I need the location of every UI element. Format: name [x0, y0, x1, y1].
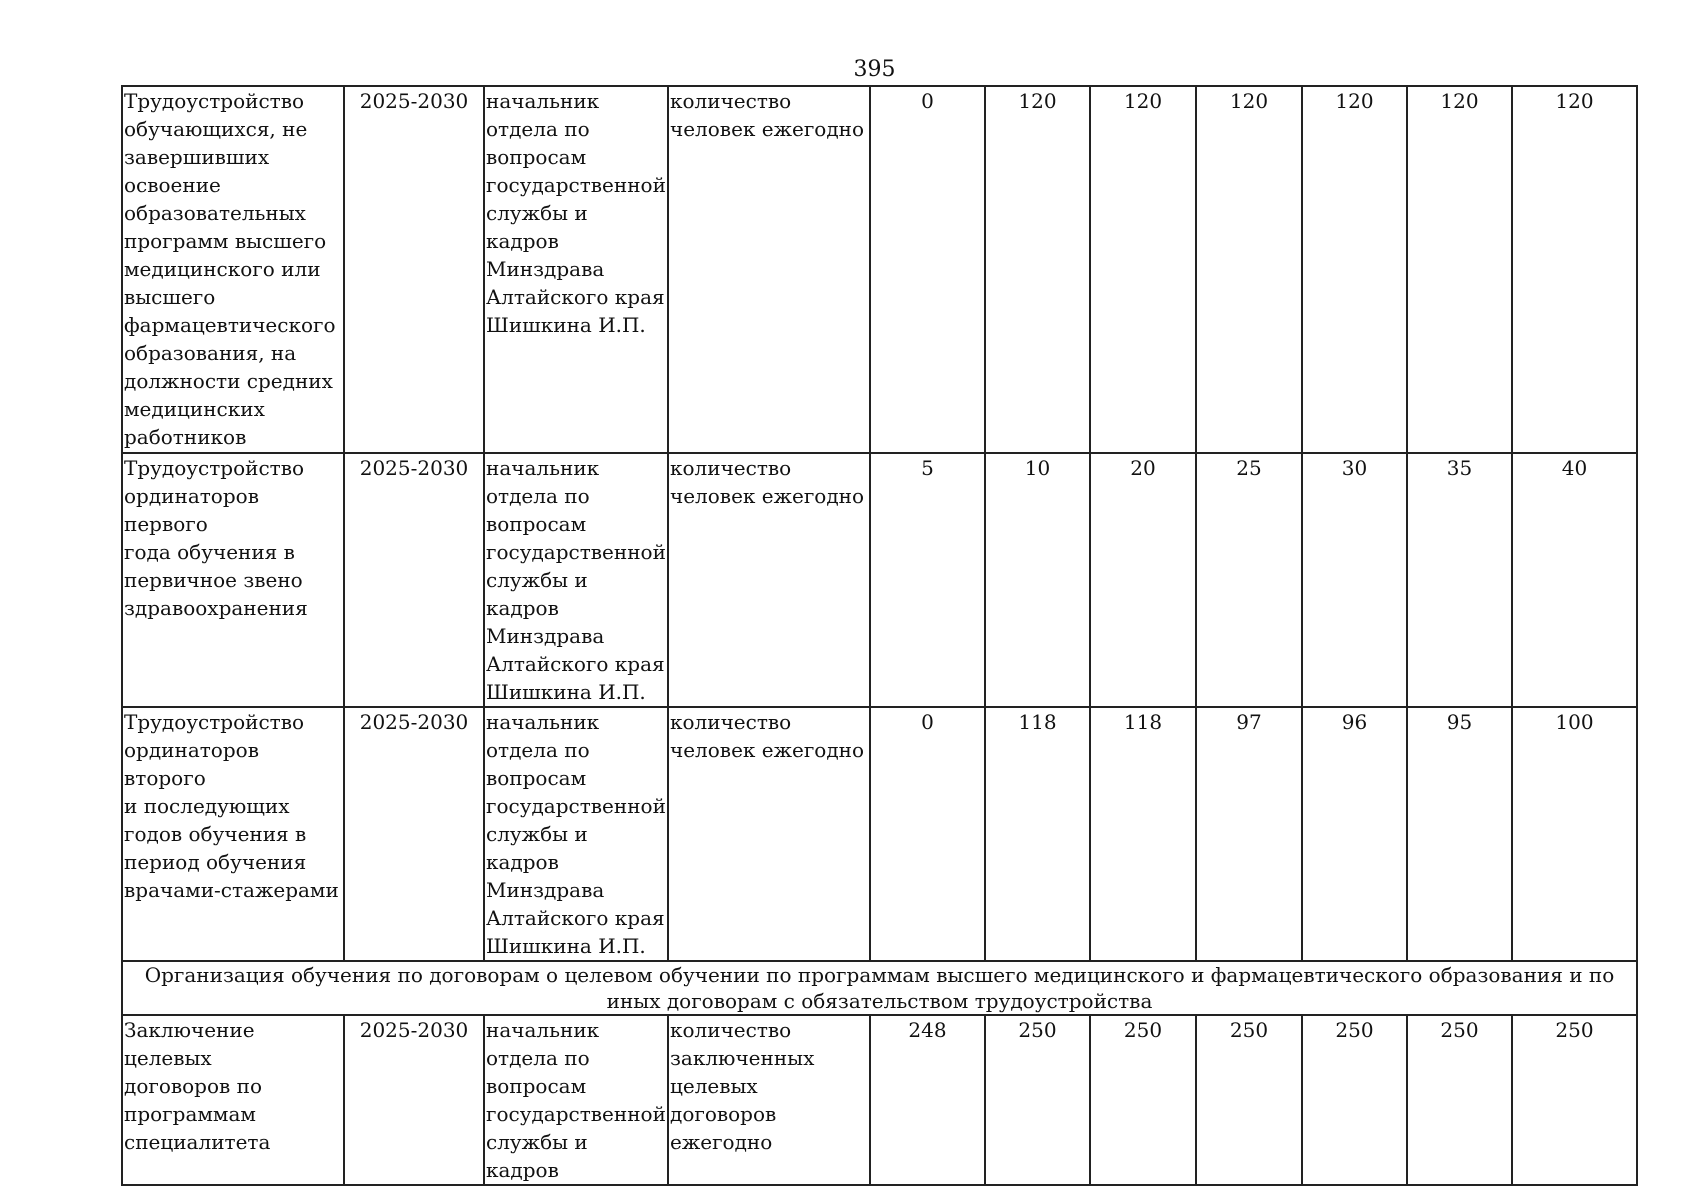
measure-cell: Трудоустройство обучающихся, не завершивших освоение образовательных программ высшего медицинского или высшего фармацевтического образования, на должности средних медицинских работников	[122, 86, 344, 453]
table-row	[122, 86, 1637, 453]
value-cell: 96	[1302, 707, 1407, 961]
value-cell: 250	[1090, 1015, 1196, 1185]
measure-cell: Трудоустройство ординаторов второго и последующих годов обучения в период обучения врачами-стажерами	[122, 707, 344, 961]
value-cell: 35	[1407, 453, 1512, 707]
value-cell: 25	[1196, 453, 1302, 707]
value-cell: 95	[1407, 707, 1512, 961]
value-cell: 250	[1196, 1015, 1302, 1185]
indicator-cell: количество человек ежегодно	[668, 707, 870, 961]
section-heading: Организация обучения по договорам о целевом обучении по программам высшего медицинского и фармацевтического образования и по иных договорам с обязательством трудоустройства	[122, 961, 1637, 1015]
value-cell: 248	[870, 1015, 985, 1185]
responsible-cell: начальник отдела по вопросам государственной службы и кадров	[484, 1015, 668, 1185]
value-cell: 118	[1090, 707, 1196, 961]
value-cell: 120	[1407, 86, 1512, 453]
indicator-cell: количество человек ежегодно	[668, 86, 870, 453]
value-cell: 30	[1302, 453, 1407, 707]
value-cell: 120	[1196, 86, 1302, 453]
program-table	[121, 85, 1638, 1186]
value-cell: 40	[1512, 453, 1637, 707]
value-cell: 120	[1302, 86, 1407, 453]
value-cell: 120	[985, 86, 1090, 453]
table-row	[122, 707, 1637, 961]
responsible-cell: начальник отдела по вопросам государственной службы и кадров Минздрава Алтайского края Шишкина И.П.	[484, 453, 668, 707]
page-number: 395	[853, 57, 896, 82]
value-cell: 250	[985, 1015, 1090, 1185]
responsible-cell: начальник отдела по вопросам государственной службы и кадров Минздрава Алтайского края Шишкина И.П.	[484, 86, 668, 453]
period-cell: 2025-2030	[344, 707, 484, 961]
table-row	[122, 453, 1637, 707]
value-cell: 5	[870, 453, 985, 707]
period-cell: 2025-2030	[344, 453, 484, 707]
value-cell: 120	[1512, 86, 1637, 453]
value-cell: 10	[985, 453, 1090, 707]
table-row	[122, 1015, 1637, 1185]
value-cell: 120	[1090, 86, 1196, 453]
period-cell: 2025-2030	[344, 1015, 484, 1185]
indicator-cell: количество человек ежегодно	[668, 453, 870, 707]
value-cell: 0	[870, 86, 985, 453]
section-heading-row	[122, 961, 1637, 1015]
value-cell: 118	[985, 707, 1090, 961]
value-cell: 100	[1512, 707, 1637, 961]
indicator-cell: количество заключенных целевых договоров ежегодно	[668, 1015, 870, 1185]
value-cell: 0	[870, 707, 985, 961]
value-cell: 20	[1090, 453, 1196, 707]
responsible-cell: начальник отдела по вопросам государственной службы и кадров Минздрава Алтайского края Шишкина И.П.	[484, 707, 668, 961]
value-cell: 250	[1407, 1015, 1512, 1185]
value-cell: 250	[1302, 1015, 1407, 1185]
period-cell: 2025-2030	[344, 86, 484, 453]
value-cell: 250	[1512, 1015, 1637, 1185]
measure-cell: Заключение целевых договоров по программам специалитета	[122, 1015, 344, 1185]
measure-cell: Трудоустройство ординаторов первого года обучения в первичное звено здравоохранения	[122, 453, 344, 707]
value-cell: 97	[1196, 707, 1302, 961]
